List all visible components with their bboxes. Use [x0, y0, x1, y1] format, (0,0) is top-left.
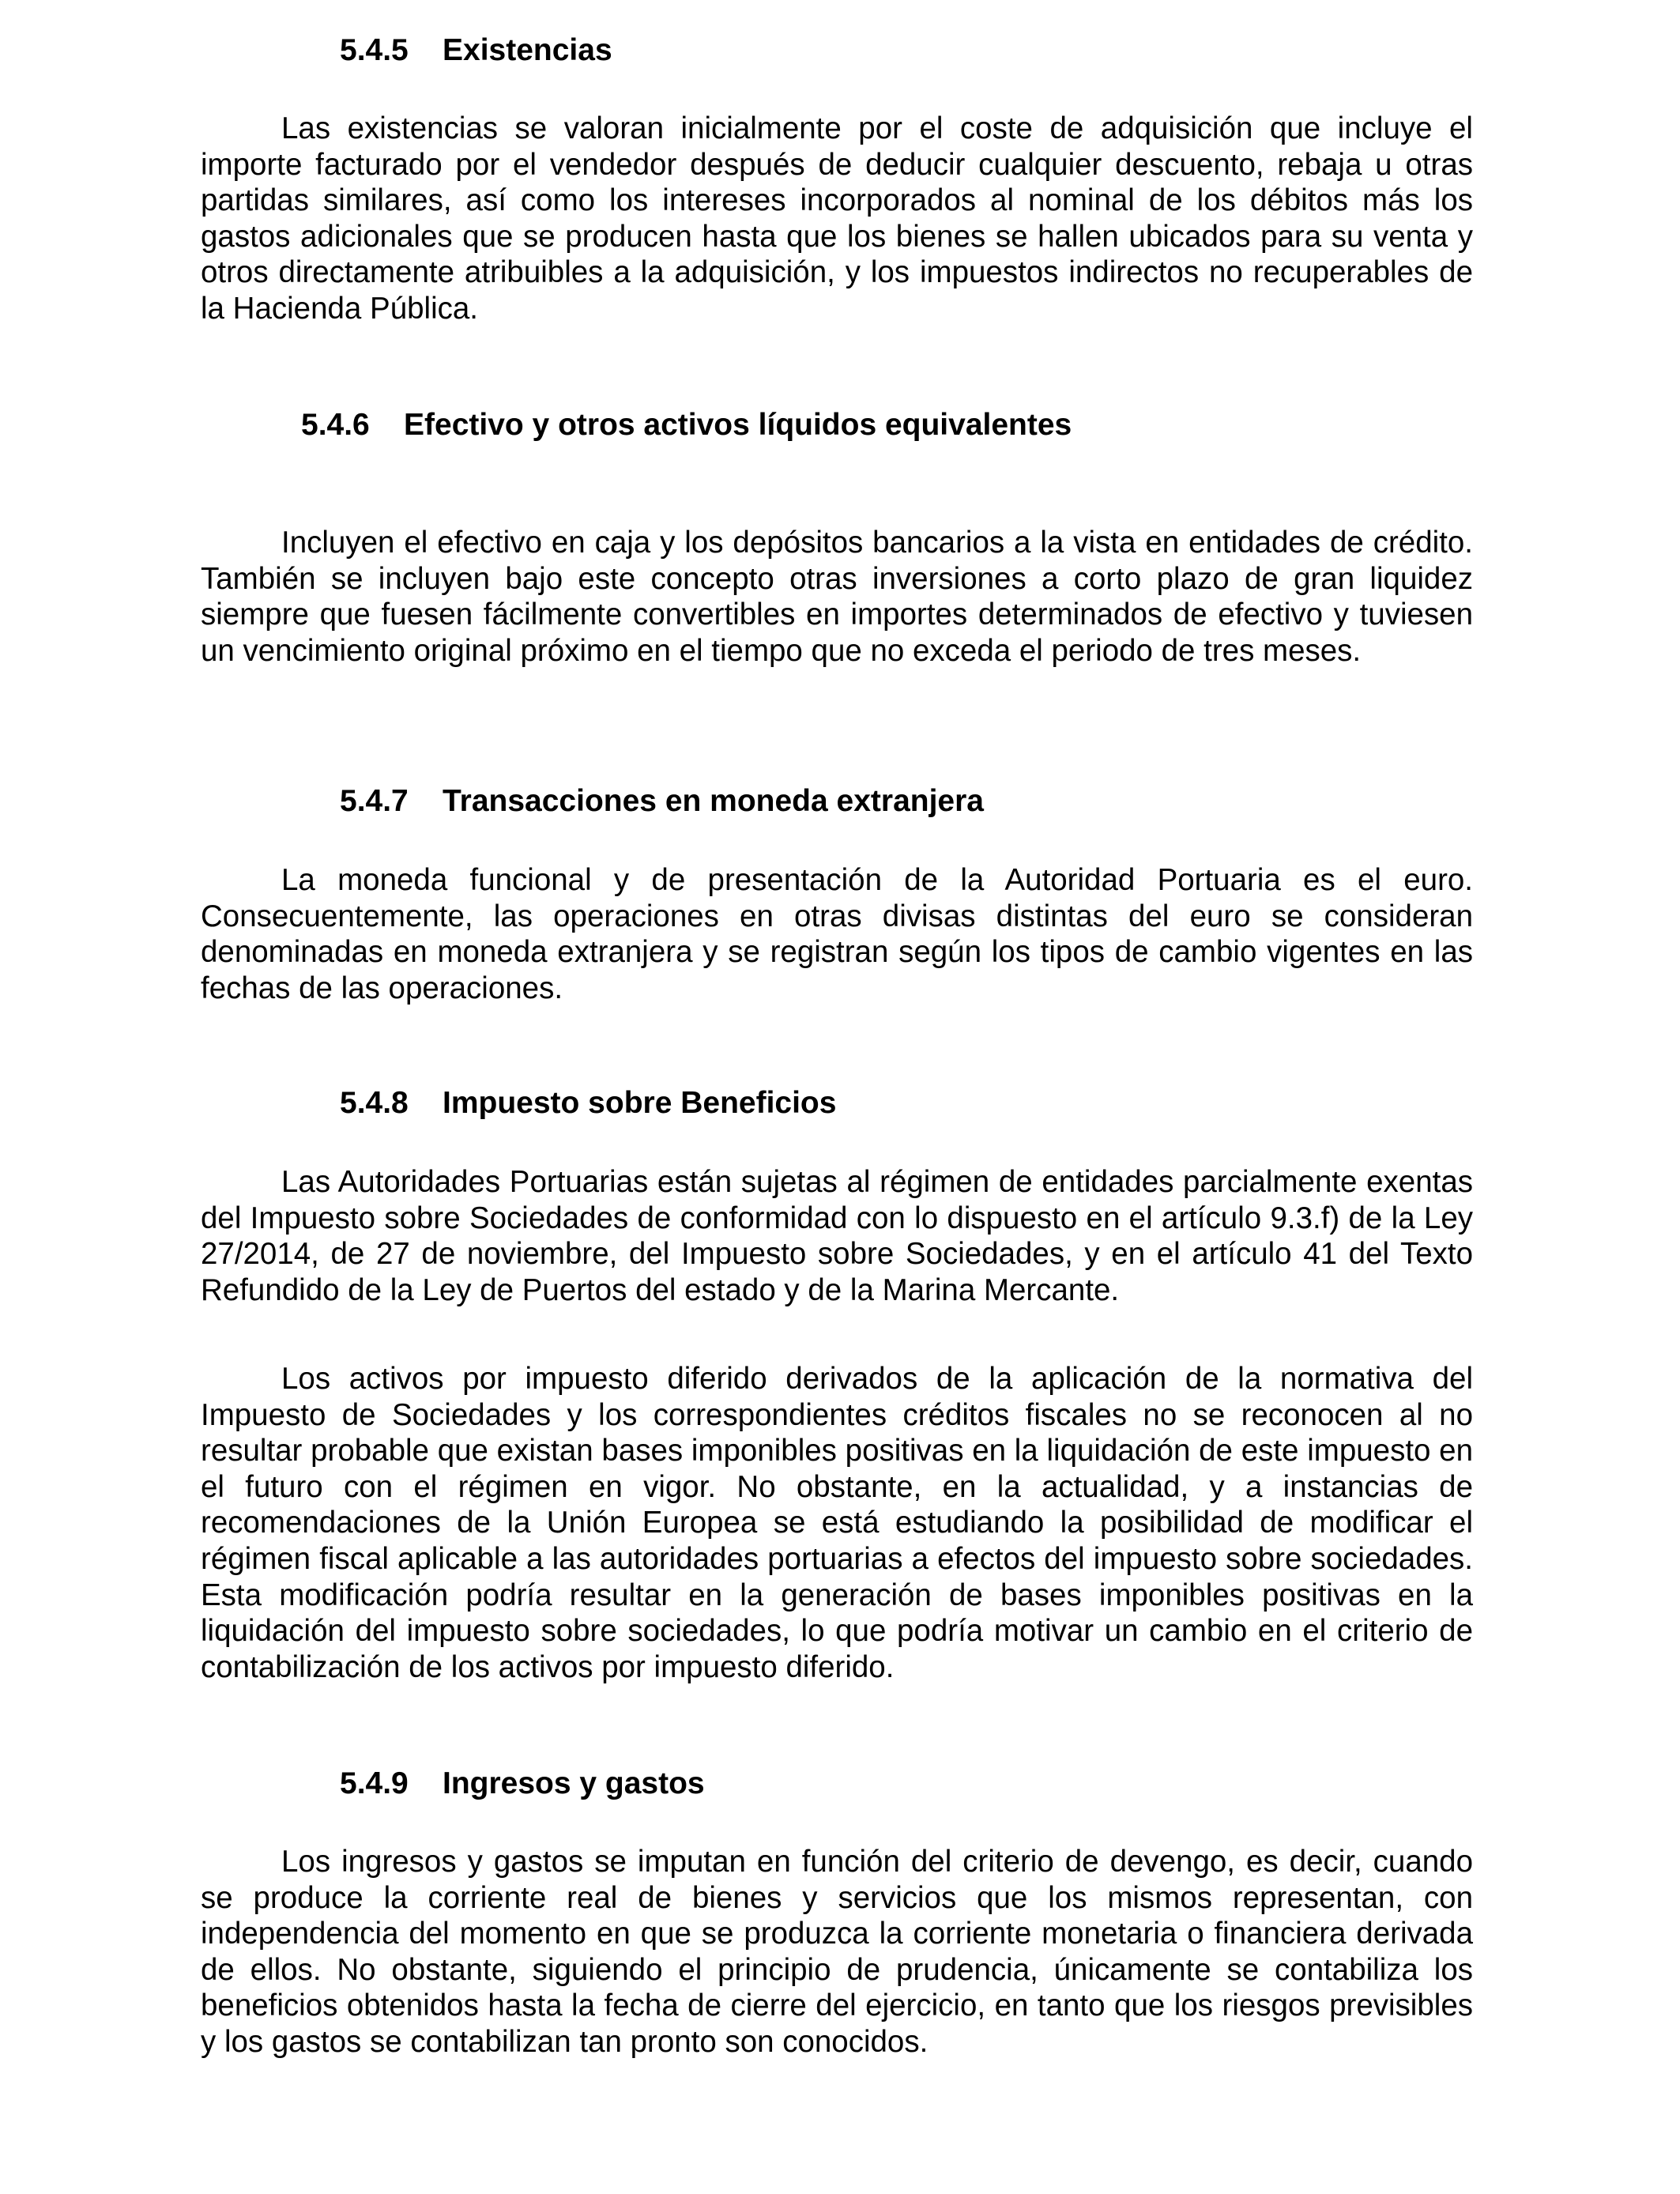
- section-number: 5.4.9: [340, 1766, 409, 1800]
- paragraph-ingresos: Los ingresos y gastos se imputan en función del criterio de devengo, es decir, cuando se produce la corriente real de bienes y servicios que los mismos representan, con independencia del momento en que se produzca la corriente monetaria o financiera derivada de ellos. No obstante, siguiendo el principio de prudencia, únicamente se contabiliza los beneficios obtenidos hasta la fecha de cierre del ejercicio, en tanto que los riesgos previsibles y los gastos se contabilizan tan pronto son conocidos.: [201, 1845, 1473, 2059]
- paragraph-efectivo: Incluyen el efectivo en caja y los depósitos bancarios a la vista en entidades de crédito. También se incluyen bajo este concepto otras inversiones a corto plazo de gran liquidez siempre que fuesen fácilmente convertibles en importes determinados de efectivo y tuviesen un vencimiento original próximo en el tiempo que no exceda el periodo de tres meses.: [201, 526, 1473, 668]
- section-title: Transacciones en moneda extranjera: [443, 784, 984, 818]
- paragraph-existencias: Las existencias se valoran inicialmente por el coste de adquisición que incluye el importe facturado por el vendedor después de deducir cualquier descuento, rebaja u otras partidas similares, así como los intereses incorporados al nominal de los débitos más los gastos adicionales que se producen hasta que los bienes se hallen ubicados para su venta y otros directamente atribuibles a la adquisición, y los impuestos indirectos no recuperables de la Hacienda Pública.: [201, 111, 1473, 326]
- section-title: Impuesto sobre Beneficios: [443, 1086, 837, 1120]
- section-title: Existencias: [443, 33, 612, 67]
- section-title: Ingresos y gastos: [443, 1766, 705, 1800]
- section-title: Efectivo y otros activos líquidos equivalentes: [404, 408, 1072, 442]
- section-number: 5.4.6: [301, 408, 370, 442]
- section-heading-ingresos: [340, 1765, 705, 1803]
- section-heading-existencias: [340, 32, 612, 70]
- section-number: 5.4.5: [340, 33, 409, 67]
- section-number: 5.4.8: [340, 1086, 409, 1120]
- section-heading-efectivo: [301, 406, 1072, 444]
- paragraph-transacciones: La moneda funcional y de presentación de la Autoridad Portuaria es el euro. Consecuentemente, las operaciones en otras divisas distintas del euro se consideran denominadas en moneda extranjera y se registran según los tipos de cambio vigentes en las fechas de las operaciones.: [201, 863, 1473, 1005]
- section-number: 5.4.7: [340, 784, 409, 818]
- paragraph-impuesto-1: Las Autoridades Portuarias están sujetas al régimen de entidades parcialmente exentas del Impuesto sobre Sociedades de conformidad con lo dispuesto en el artículo 9.3.f) de la Ley 27/2014, de 27 de noviembre, del Impuesto sobre Sociedades, y en el artículo 41 del Texto Refundido de la Ley de Puertos del estado y de la Marina Mercante.: [201, 1165, 1473, 1307]
- section-heading-impuesto: [340, 1084, 836, 1122]
- section-heading-transacciones: [340, 782, 984, 820]
- paragraph-impuesto-2: Los activos por impuesto diferido derivados de la aplicación de la normativa del Impuesto de Sociedades y los correspondientes créditos fiscales no se reconocen al no resultar probable que existan bases imponibles positivas en la liquidación de este impuesto en el futuro con el régimen en vigor. No obstante, en la actualidad, y a instancias de recomendaciones de la Unión Europea se está estudiando la posibilidad de modificar el régimen fiscal aplicable a las autoridades portuarias a efectos del impuesto sobre sociedades. Esta modificación podría resultar en la generación de bases imponibles positivas en la liquidación del impuesto sobre sociedades, lo que podría motivar un cambio en el criterio de contabilización de los activos por impuesto diferido.: [201, 1362, 1473, 1684]
